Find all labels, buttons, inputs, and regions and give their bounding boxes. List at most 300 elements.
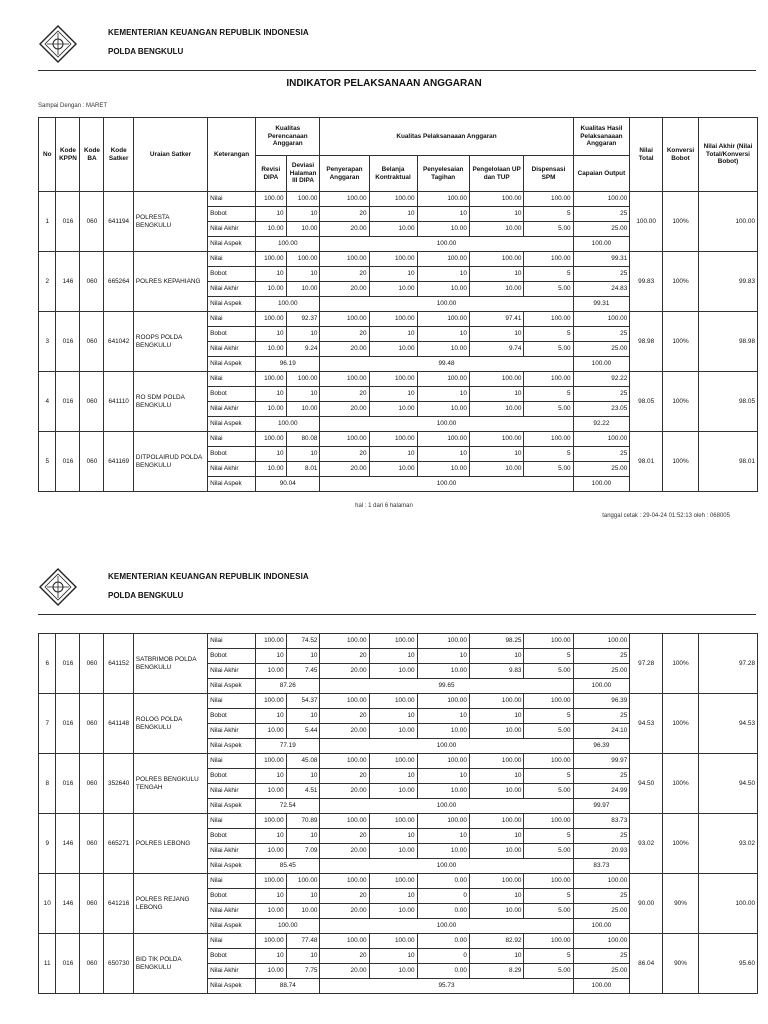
row-satker-name: DITPOLAIRUD POLDA BENGKULU <box>133 432 207 492</box>
cell-akhir: 5.00 <box>524 964 573 979</box>
row-label: Nilai Akhir <box>208 964 256 979</box>
cell-nilai: 100.00 <box>524 312 573 327</box>
cell-nilai: 100.00 <box>524 432 573 447</box>
col-kppn: Kode KPPN <box>56 118 80 192</box>
cell-akhir: 10.00 <box>469 282 524 297</box>
cell-bobot: 10 <box>369 769 417 784</box>
cell-bobot: 10 <box>256 949 287 964</box>
cell-bobot: 25 <box>573 207 630 222</box>
row-label: Nilai Akhir <box>208 724 256 739</box>
cell-bobot: 10 <box>417 267 469 282</box>
row-kppn: 016 <box>56 372 80 432</box>
cell-nilai: 100.00 <box>256 934 287 949</box>
cell-akhir: 23.05 <box>573 402 630 417</box>
col-penyerapan: Penyerapan Anggaran <box>320 156 369 192</box>
cell-akhir: 10.00 <box>417 222 469 237</box>
row-no: 9 <box>39 814 56 874</box>
cell-nilai: 0.00 <box>417 934 469 949</box>
row-ba: 060 <box>80 874 104 934</box>
cell-akhir: 10.00 <box>469 222 524 237</box>
cell-bobot: 25 <box>573 267 630 282</box>
cell-bobot: 10 <box>469 447 524 462</box>
cell-bobot: 5 <box>524 267 573 282</box>
row-label: Bobot <box>208 829 256 844</box>
page-number: hal : 1 dari 6 halaman <box>355 503 413 509</box>
cell-aspek-exec: 99.48 <box>320 357 573 372</box>
row-satker-name: POLRES KEPAHIANG <box>133 252 207 312</box>
row-final: 97.28 <box>699 634 758 694</box>
row-final: 94.50 <box>699 754 758 814</box>
cell-bobot: 25 <box>573 829 630 844</box>
table-row <box>39 934 758 949</box>
cell-nilai: 100.00 <box>524 694 573 709</box>
cell-bobot: 10 <box>417 387 469 402</box>
cell-akhir: 24.83 <box>573 282 630 297</box>
cell-bobot: 10 <box>256 889 287 904</box>
row-ba: 060 <box>80 694 104 754</box>
col-no: No <box>39 118 56 192</box>
cell-bobot: 10 <box>256 387 287 402</box>
cell-bobot: 10 <box>369 387 417 402</box>
cell-aspek-result: 92.22 <box>573 417 630 432</box>
cell-bobot: 5 <box>524 649 573 664</box>
col-dispensasi: Dispensasi SPM <box>524 156 573 192</box>
cell-bobot: 10 <box>469 949 524 964</box>
row-kppn: 016 <box>56 312 80 372</box>
cell-aspek-exec: 100.00 <box>320 477 573 492</box>
row-final: 99.83 <box>699 252 758 312</box>
table-row <box>39 634 758 649</box>
cell-bobot: 10 <box>256 769 287 784</box>
page-title: INDIKATOR PELAKSANAAN ANGGARAN <box>286 78 482 89</box>
cell-nilai: 100.00 <box>417 192 469 207</box>
cell-nilai: 100.00 <box>286 372 320 387</box>
indicator-table-page1 <box>38 117 758 492</box>
cell-nilai: 100.00 <box>256 432 287 447</box>
cell-nilai: 100.00 <box>369 694 417 709</box>
cell-aspek-plan: 87.26 <box>256 679 320 694</box>
cell-nilai: 100.00 <box>573 312 630 327</box>
cell-bobot: 10 <box>286 829 320 844</box>
table-row <box>39 372 758 387</box>
col-total: Nilai Total <box>630 118 663 192</box>
cell-bobot: 10 <box>469 327 524 342</box>
cell-bobot: 10 <box>369 207 417 222</box>
row-satker-code: 665264 <box>104 252 133 312</box>
cell-akhir: 10.00 <box>417 342 469 357</box>
cell-akhir: 24.99 <box>573 784 630 799</box>
cell-akhir: 25.00 <box>573 342 630 357</box>
cell-nilai: 100.00 <box>320 252 369 267</box>
cell-bobot: 10 <box>469 769 524 784</box>
col-capaian: Capaian Output <box>573 156 630 192</box>
indicator-table-page2 <box>38 633 758 994</box>
row-satker-name: ROLOG POLDA BENGKULU <box>133 694 207 754</box>
row-label: Nilai Aspek <box>208 919 256 934</box>
cell-bobot: 10 <box>469 267 524 282</box>
cell-nilai: 45.08 <box>286 754 320 769</box>
cell-bobot: 10 <box>286 387 320 402</box>
row-label: Bobot <box>208 267 256 282</box>
row-total: 90.00 <box>630 874 663 934</box>
cell-nilai: 100.00 <box>256 192 287 207</box>
cell-nilai: 100.00 <box>469 192 524 207</box>
row-label: Nilai <box>208 432 256 447</box>
row-label: Nilai <box>208 934 256 949</box>
cell-bobot: 10 <box>286 267 320 282</box>
cell-akhir: 8.29 <box>469 964 524 979</box>
row-satker-code: 641110 <box>104 372 133 432</box>
cell-nilai: 100.00 <box>256 694 287 709</box>
cell-akhir: 5.44 <box>286 724 320 739</box>
row-label: Nilai Aspek <box>208 477 256 492</box>
cell-bobot: 5 <box>524 889 573 904</box>
cell-akhir: 10.00 <box>256 402 287 417</box>
cell-akhir: 5.00 <box>524 724 573 739</box>
cell-aspek-result: 99.31 <box>573 297 630 312</box>
cell-bobot: 10 <box>256 649 287 664</box>
cell-bobot: 10 <box>369 327 417 342</box>
col-akhir: Nilai Akhir (Nilai Total/Konversi Bobot) <box>699 118 758 192</box>
cell-nilai: 99.31 <box>573 252 630 267</box>
row-label: Nilai <box>208 694 256 709</box>
row-final: 100.00 <box>699 192 758 252</box>
cell-nilai: 100.00 <box>524 934 573 949</box>
row-total: 94.53 <box>630 694 663 754</box>
row-satker-name: POLRES BENGKULU TENGAH <box>133 754 207 814</box>
row-satker-code: 641152 <box>104 634 133 694</box>
cell-bobot: 10 <box>286 327 320 342</box>
cell-nilai: 100.00 <box>320 874 369 889</box>
cell-akhir: 9.24 <box>286 342 320 357</box>
row-ba: 060 <box>80 252 104 312</box>
cell-akhir: 25.00 <box>573 664 630 679</box>
cell-akhir: 7.75 <box>286 964 320 979</box>
cell-bobot: 5 <box>524 949 573 964</box>
cell-nilai: 100.00 <box>320 432 369 447</box>
row-label: Nilai Aspek <box>208 859 256 874</box>
cell-bobot: 5 <box>524 327 573 342</box>
cell-nilai: 100.00 <box>286 874 320 889</box>
cell-akhir: 20.00 <box>320 664 369 679</box>
cell-aspek-plan: 90.04 <box>256 477 320 492</box>
row-satker-name: SATBRIMOB POLDA BENGKULU <box>133 634 207 694</box>
row-label: Nilai <box>208 372 256 387</box>
page1-header <box>0 0 768 60</box>
row-no: 1 <box>39 192 56 252</box>
cell-bobot: 10 <box>417 447 469 462</box>
cell-nilai: 100.00 <box>256 814 287 829</box>
row-label: Bobot <box>208 207 256 222</box>
col-ba: Kode BA <box>80 118 104 192</box>
col-group-result: Kualitas Hasil Pelaksanaaan Anggaran <box>573 118 630 156</box>
cell-nilai: 100.00 <box>469 814 524 829</box>
row-no: 8 <box>39 754 56 814</box>
row-kppn: 016 <box>56 432 80 492</box>
cell-aspek-result: 100.00 <box>573 357 630 372</box>
row-label: Nilai Aspek <box>208 357 256 372</box>
cell-bobot: 20 <box>320 889 369 904</box>
row-satker-name: POLRESTA BENGKULU <box>133 192 207 252</box>
cell-nilai: 100.00 <box>369 754 417 769</box>
cell-nilai: 100.00 <box>469 432 524 447</box>
cell-nilai: 100.00 <box>286 192 320 207</box>
cell-akhir: 25.00 <box>573 222 630 237</box>
header-divider <box>38 614 756 615</box>
cell-bobot: 10 <box>469 829 524 844</box>
cell-nilai: 70.89 <box>286 814 320 829</box>
cell-akhir: 20.00 <box>320 402 369 417</box>
cell-bobot: 20 <box>320 949 369 964</box>
ministry-logo-icon <box>38 24 78 64</box>
cell-nilai: 100.00 <box>369 372 417 387</box>
table-row <box>39 754 758 769</box>
row-total: 93.02 <box>630 814 663 874</box>
row-satker-code: 650730 <box>104 934 133 994</box>
cell-bobot: 0 <box>417 949 469 964</box>
cell-akhir: 20.00 <box>320 904 369 919</box>
cell-akhir: 10.00 <box>256 462 287 477</box>
row-satker-name: BID TIK POLDA BENGKULU <box>133 934 207 994</box>
row-konversi: 100% <box>663 814 699 874</box>
row-kppn: 016 <box>56 934 80 994</box>
cell-nilai: 100.00 <box>320 634 369 649</box>
cell-akhir: 5.00 <box>524 844 573 859</box>
row-final: 98.98 <box>699 312 758 372</box>
cell-nilai: 100.00 <box>524 634 573 649</box>
cell-bobot: 20 <box>320 267 369 282</box>
row-no: 2 <box>39 252 56 312</box>
cell-bobot: 10 <box>417 829 469 844</box>
cell-akhir: 10.00 <box>469 784 524 799</box>
ministry-name: KEMENTERIAN KEUANGAN REPUBLIK INDONESIA <box>108 572 309 581</box>
cell-aspek-exec: 100.00 <box>320 799 573 814</box>
cell-akhir: 10.00 <box>369 904 417 919</box>
cell-nilai: 100.00 <box>524 874 573 889</box>
cell-nilai: 100.00 <box>369 192 417 207</box>
cell-aspek-result: 100.00 <box>573 237 630 252</box>
cell-nilai: 80.08 <box>286 432 320 447</box>
cell-nilai: 100.00 <box>524 252 573 267</box>
cell-aspek-plan: 100.00 <box>256 919 320 934</box>
cell-bobot: 5 <box>524 709 573 724</box>
row-satker-name: POLRES REJANG LEBONG <box>133 874 207 934</box>
cell-akhir: 7.09 <box>286 844 320 859</box>
cell-nilai: 100.00 <box>417 814 469 829</box>
cell-nilai: 100.00 <box>320 694 369 709</box>
cell-akhir: 24.10 <box>573 724 630 739</box>
row-label: Nilai Akhir <box>208 904 256 919</box>
row-konversi: 90% <box>663 874 699 934</box>
table-row <box>39 814 758 829</box>
cell-bobot: 10 <box>286 207 320 222</box>
cell-nilai: 100.00 <box>469 252 524 267</box>
cell-aspek-result: 100.00 <box>573 679 630 694</box>
cell-akhir: 10.00 <box>369 402 417 417</box>
cell-akhir: 20.00 <box>320 844 369 859</box>
row-kppn: 146 <box>56 252 80 312</box>
cell-nilai: 100.00 <box>417 634 469 649</box>
row-label: Nilai <box>208 252 256 267</box>
row-ba: 060 <box>80 192 104 252</box>
row-total: 98.98 <box>630 312 663 372</box>
cell-nilai: 83.73 <box>573 814 630 829</box>
cell-akhir: 7.45 <box>286 664 320 679</box>
cell-aspek-exec: 99.65 <box>320 679 573 694</box>
cell-bobot: 25 <box>573 447 630 462</box>
row-no: 5 <box>39 432 56 492</box>
cell-nilai: 100.00 <box>524 372 573 387</box>
cell-bobot: 10 <box>417 769 469 784</box>
row-final: 98.01 <box>699 432 758 492</box>
cell-bobot: 5 <box>524 387 573 402</box>
cell-aspek-plan: 77.19 <box>256 739 320 754</box>
row-label: Nilai Akhir <box>208 342 256 357</box>
row-label: Nilai Aspek <box>208 739 256 754</box>
cell-bobot: 10 <box>417 709 469 724</box>
table-row <box>39 694 758 709</box>
cell-nilai: 54.37 <box>286 694 320 709</box>
cell-nilai: 100.00 <box>369 432 417 447</box>
cell-bobot: 25 <box>573 649 630 664</box>
row-ba: 060 <box>80 934 104 994</box>
col-group-execution: Kualitas Pelaksanaaan Anggaran <box>320 118 573 156</box>
cell-bobot: 10 <box>286 769 320 784</box>
row-kppn: 016 <box>56 634 80 694</box>
cell-nilai: 100.00 <box>524 754 573 769</box>
row-ba: 060 <box>80 432 104 492</box>
cell-aspek-exec: 100.00 <box>320 297 573 312</box>
cell-bobot: 5 <box>524 207 573 222</box>
cell-akhir: 20.00 <box>320 342 369 357</box>
cell-nilai: 100.00 <box>320 192 369 207</box>
cell-aspek-result: 96.39 <box>573 739 630 754</box>
cell-akhir: 20.00 <box>320 784 369 799</box>
cell-nilai: 100.00 <box>256 312 287 327</box>
cell-bobot: 10 <box>256 447 287 462</box>
row-final: 95.60 <box>699 934 758 994</box>
cell-nilai: 74.52 <box>286 634 320 649</box>
table-row <box>39 432 758 447</box>
col-group-planning: Kualitas Perencanaan Anggaran <box>256 118 320 156</box>
row-label: Bobot <box>208 649 256 664</box>
cell-akhir: 10.00 <box>369 462 417 477</box>
row-satker-name: POLRES LEBONG <box>133 814 207 874</box>
table-row <box>39 192 758 207</box>
cell-bobot: 10 <box>286 949 320 964</box>
cell-akhir: 10.00 <box>469 402 524 417</box>
row-satker-code: 352640 <box>104 754 133 814</box>
cell-bobot: 10 <box>369 889 417 904</box>
row-kppn: 016 <box>56 192 80 252</box>
row-label: Nilai Aspek <box>208 799 256 814</box>
cell-aspek-exec: 100.00 <box>320 859 573 874</box>
cell-akhir: 10.00 <box>256 282 287 297</box>
row-kppn: 016 <box>56 694 80 754</box>
row-label: Nilai Akhir <box>208 402 256 417</box>
cell-akhir: 10.00 <box>256 784 287 799</box>
cell-akhir: 5.00 <box>524 282 573 297</box>
row-ba: 060 <box>80 372 104 432</box>
cell-bobot: 20 <box>320 207 369 222</box>
col-penyelesaian: Penyelesaian Tagihan <box>417 156 469 192</box>
cell-nilai: 100.00 <box>369 874 417 889</box>
row-total: 100.00 <box>630 192 663 252</box>
unit-name: POLDA BENGKULU <box>108 591 184 600</box>
row-label: Nilai <box>208 634 256 649</box>
cell-bobot: 5 <box>524 447 573 462</box>
period-label: Sampai Dengan : MARET <box>38 103 108 109</box>
row-satker-name: ROOPS POLDA BENGKULU <box>133 312 207 372</box>
row-konversi: 100% <box>663 694 699 754</box>
row-label: Nilai <box>208 312 256 327</box>
row-satker-code: 665271 <box>104 814 133 874</box>
cell-nilai: 100.00 <box>320 312 369 327</box>
cell-bobot: 5 <box>524 829 573 844</box>
cell-nilai: 100.00 <box>524 192 573 207</box>
cell-akhir: 20.00 <box>320 462 369 477</box>
row-kppn: 146 <box>56 814 80 874</box>
cell-bobot: 25 <box>573 387 630 402</box>
cell-akhir: 10.00 <box>417 402 469 417</box>
row-satker-code: 641042 <box>104 312 133 372</box>
row-label: Bobot <box>208 709 256 724</box>
cell-bobot: 20 <box>320 387 369 402</box>
unit-name: POLDA BENGKULU <box>108 47 184 56</box>
cell-akhir: 9.83 <box>469 664 524 679</box>
cell-bobot: 20 <box>320 447 369 462</box>
row-ba: 060 <box>80 634 104 694</box>
cell-akhir: 10.00 <box>256 964 287 979</box>
row-kppn: 146 <box>56 874 80 934</box>
cell-akhir: 25.00 <box>573 904 630 919</box>
row-label: Bobot <box>208 949 256 964</box>
cell-akhir: 5.00 <box>524 904 573 919</box>
cell-akhir: 10.00 <box>369 964 417 979</box>
cell-nilai: 100.00 <box>469 754 524 769</box>
row-kppn: 016 <box>56 754 80 814</box>
cell-akhir: 10.00 <box>256 222 287 237</box>
cell-nilai: 100.00 <box>469 372 524 387</box>
cell-nilai: 100.00 <box>573 192 630 207</box>
row-konversi: 100% <box>663 192 699 252</box>
cell-bobot: 5 <box>524 769 573 784</box>
cell-bobot: 10 <box>469 889 524 904</box>
cell-akhir: 10.00 <box>286 222 320 237</box>
row-satker-code: 641148 <box>104 694 133 754</box>
row-total: 98.01 <box>630 432 663 492</box>
cell-bobot: 20 <box>320 829 369 844</box>
cell-bobot: 10 <box>286 447 320 462</box>
row-label: Nilai <box>208 874 256 889</box>
cell-bobot: 25 <box>573 327 630 342</box>
row-label: Nilai Aspek <box>208 297 256 312</box>
table-row <box>39 252 758 267</box>
cell-nilai: 100.00 <box>320 754 369 769</box>
cell-bobot: 20 <box>320 327 369 342</box>
cell-aspek-result: 100.00 <box>573 919 630 934</box>
cell-akhir: 10.00 <box>256 724 287 739</box>
cell-nilai: 100.00 <box>369 814 417 829</box>
cell-aspek-plan: 88.74 <box>256 979 320 994</box>
cell-aspek-result: 99.97 <box>573 799 630 814</box>
cell-bobot: 10 <box>256 709 287 724</box>
print-info: tanggal cetak : 29-04-24 01:52:13 oleh : 068005 <box>602 513 730 519</box>
row-label: Bobot <box>208 327 256 342</box>
row-label: Nilai Aspek <box>208 417 256 432</box>
col-uraian: Uraian Satker <box>133 118 207 192</box>
cell-aspek-plan: 85.45 <box>256 859 320 874</box>
